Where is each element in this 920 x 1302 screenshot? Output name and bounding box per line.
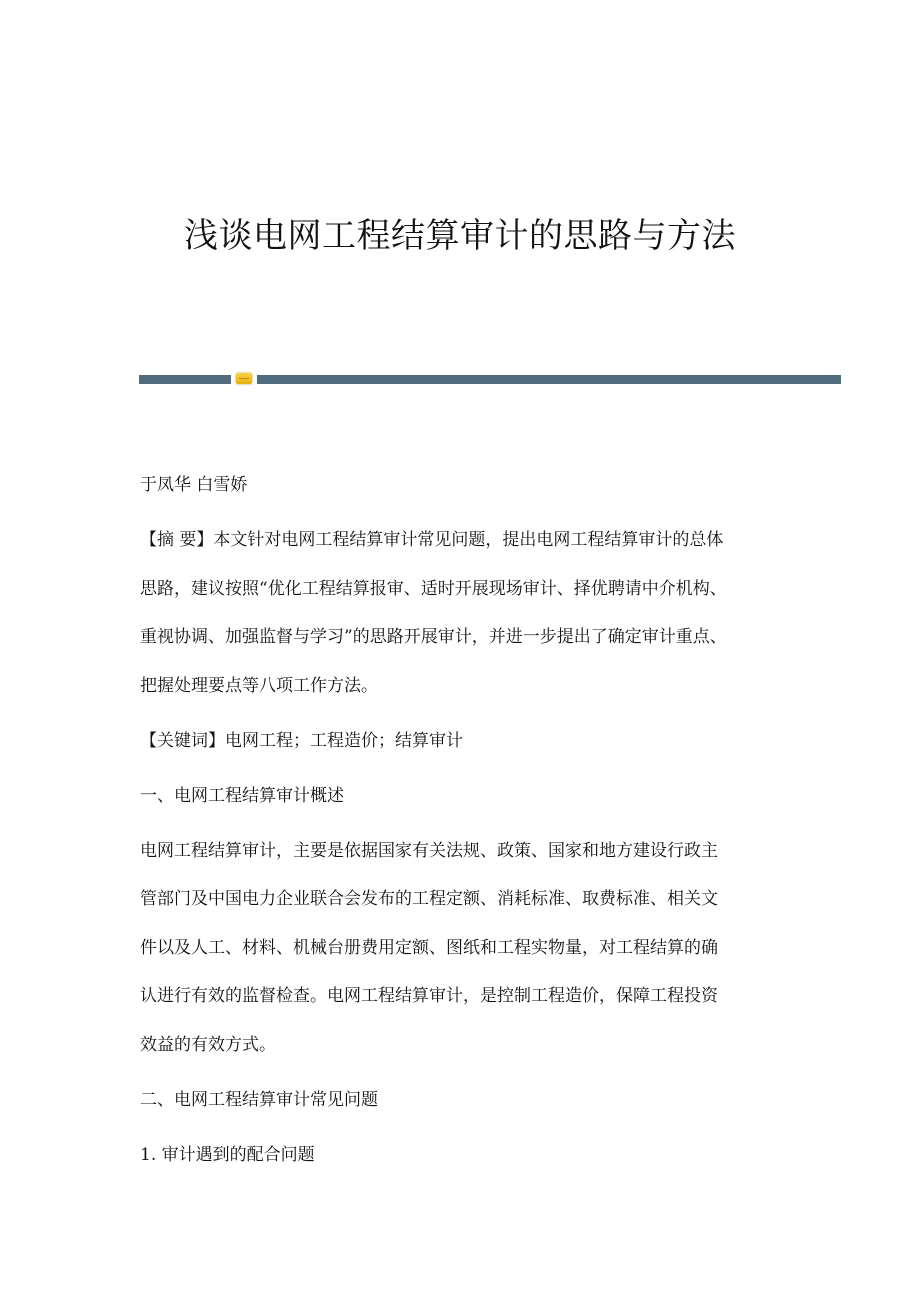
- keywords: 【关键词】电网工程；工程造价；结算审计: [140, 730, 463, 751]
- paragraph-line: 效益的有效方式。: [140, 1034, 276, 1055]
- divider-ornament-icon: [236, 373, 252, 384]
- section1-paragraph: [140, 838, 800, 1081]
- paragraph-line: 管部门及中国电力企业联合会发布的工程定额、消耗标准、取费标准、相关文: [140, 889, 718, 909]
- abstract-line: 思路，建议按照“优化工程结算报审、适时开展现场审计、择优聘请中介机构、: [140, 578, 727, 599]
- title-divider-left: [139, 375, 231, 384]
- authors: 于凤华 白雪娇: [140, 475, 248, 495]
- document-body: [140, 472, 800, 1197]
- abstract: [140, 527, 800, 721]
- abstract-line: 【摘 要】本文针对电网工程结算审计常见问题，提出电网工程结算审计的总体: [140, 530, 724, 550]
- document-title: 浅谈电网工程结算审计的思路与方法: [184, 216, 736, 256]
- abstract-line: 把握处理要点等八项工作方法。: [140, 675, 378, 696]
- section-heading: 二、电网工程结算审计常见问题: [140, 1089, 378, 1110]
- paragraph-line: 认进行有效的监督检查。电网工程结算审计，是控制工程造价，保障工程投资: [140, 986, 718, 1006]
- paragraph-line: 电网工程结算审计，主要是依据国家有关法规、政策、国家和地方建设行政主: [140, 840, 718, 861]
- title-divider-right: [257, 375, 841, 384]
- subsection-heading: 1. 审计遇到的配合问题: [140, 1144, 315, 1165]
- abstract-line: 重视协调、加强监督与学习”的思路开展审计，并进一步提出了确定审计重点、: [140, 627, 727, 647]
- paragraph-line: 件以及人工、材料、机械台册费用定额、图纸和工程实物量，对工程结算的确: [140, 937, 718, 958]
- section-heading: 一、电网工程结算审计概述: [140, 785, 344, 806]
